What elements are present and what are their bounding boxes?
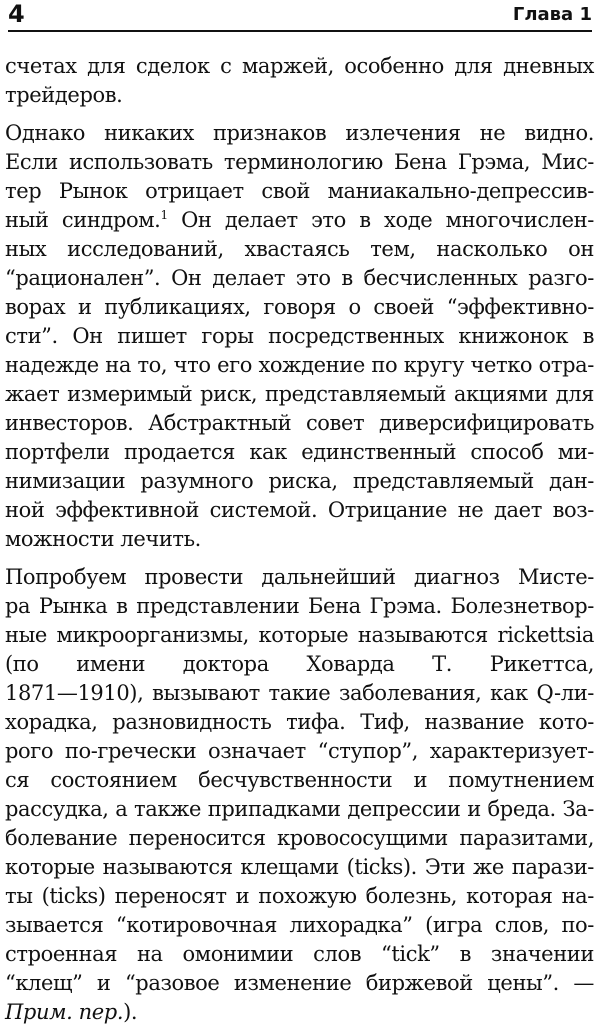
line-fragment: ный синдром. [5,208,161,232]
chapter-title: Глава 1 [512,4,592,25]
text-line: ных исследований, хвастаясь тем, насколько он [5,237,594,261]
text-line: ты (ticks) переносят и похожую болезнь, которая на- [5,884,594,908]
text-line: хорадка, разновидность тифа. Тиф, название кото- [5,710,594,734]
text-line: портфели продается как единственный способ ми- [5,440,594,464]
line-fragment: ). [123,1000,138,1024]
text-line: ной эффективной системой. Отрицание не дает воз- [5,498,594,522]
text-line: Попробуем провести дальнейший диагноз Мисте- [5,565,594,589]
text-line: “рационален”. Он делает это в бесчисленных разго- [5,266,594,290]
line-fragment: Он делает это в ходе многочислен- [167,208,594,232]
text-line: ные микроорганизмы, которые называются rickettsia [5,623,594,647]
text-line: тер Рынок отрицает свой маниакально-депрессив- [5,179,594,203]
text-line: сти”. Он пишет горы посредственных книжонок в [5,324,594,348]
text-line: нимизации разумного риска, представляемый дан- [5,469,594,493]
paragraph [5,119,594,554]
paragraph [5,563,594,1027]
header-rule [8,30,592,32]
text-line: Однако никаких признаков излечения не видно. [5,121,594,145]
text-line: ворах и публикациях, говоря о своей “эффективно- [5,295,594,319]
text-line: болевание переносится кровососущими паразитами, [5,826,594,850]
text-line: зывается “котировочная лихорадка” (игра слов, по- [5,913,594,937]
body-text [5,52,594,1027]
text-line: строенная на омонимии слов “tick” в значении [5,942,594,966]
text-line: трейдеров. [5,83,123,107]
text-line: которые называются клещами (ticks). Эти же парази- [5,855,594,879]
text-line: инвесторов. Абстрактный совет диверсифицировать [5,411,594,435]
text-line: рого по-гречески означает “ступор”, характеризует- [5,739,594,763]
text-line: жает измеримый риск, представляемый акциями для [5,382,594,406]
text-line [5,998,594,1027]
text-line: ся состоянием бесчувственности и помутнением [5,768,594,792]
text-line: 1871—1910), вызывают такие заболевания, как Q-ли- [5,681,594,705]
text-line: (по имени доктора Ховарда Т. Рикеттса, [5,652,594,676]
editor-note-italic: Прим. пер. [5,1000,124,1024]
text-line [5,206,594,235]
text-line: счетах для сделок с маржей, особенно для дневных [5,54,594,78]
text-line: можности лечить. [5,527,201,551]
text-line: Если использовать терминологию Бена Грэма, Мис- [5,150,594,174]
paragraph [5,52,594,110]
running-head [8,0,592,28]
page-number: 4 [8,0,25,28]
text-line: ра Рынка в представлении Бена Грэма. Болезнетвор- [5,594,594,618]
text-line: рассудка, а также припадками депрессии и бреда. За- [5,797,594,821]
footnote-marker[interactable]: 1 [160,208,168,222]
text-line: надежде на то, что его хождение по кругу четко отра- [5,353,594,377]
text-line: “клещ” и “разовое изменение биржевой цены”. — [5,971,594,995]
